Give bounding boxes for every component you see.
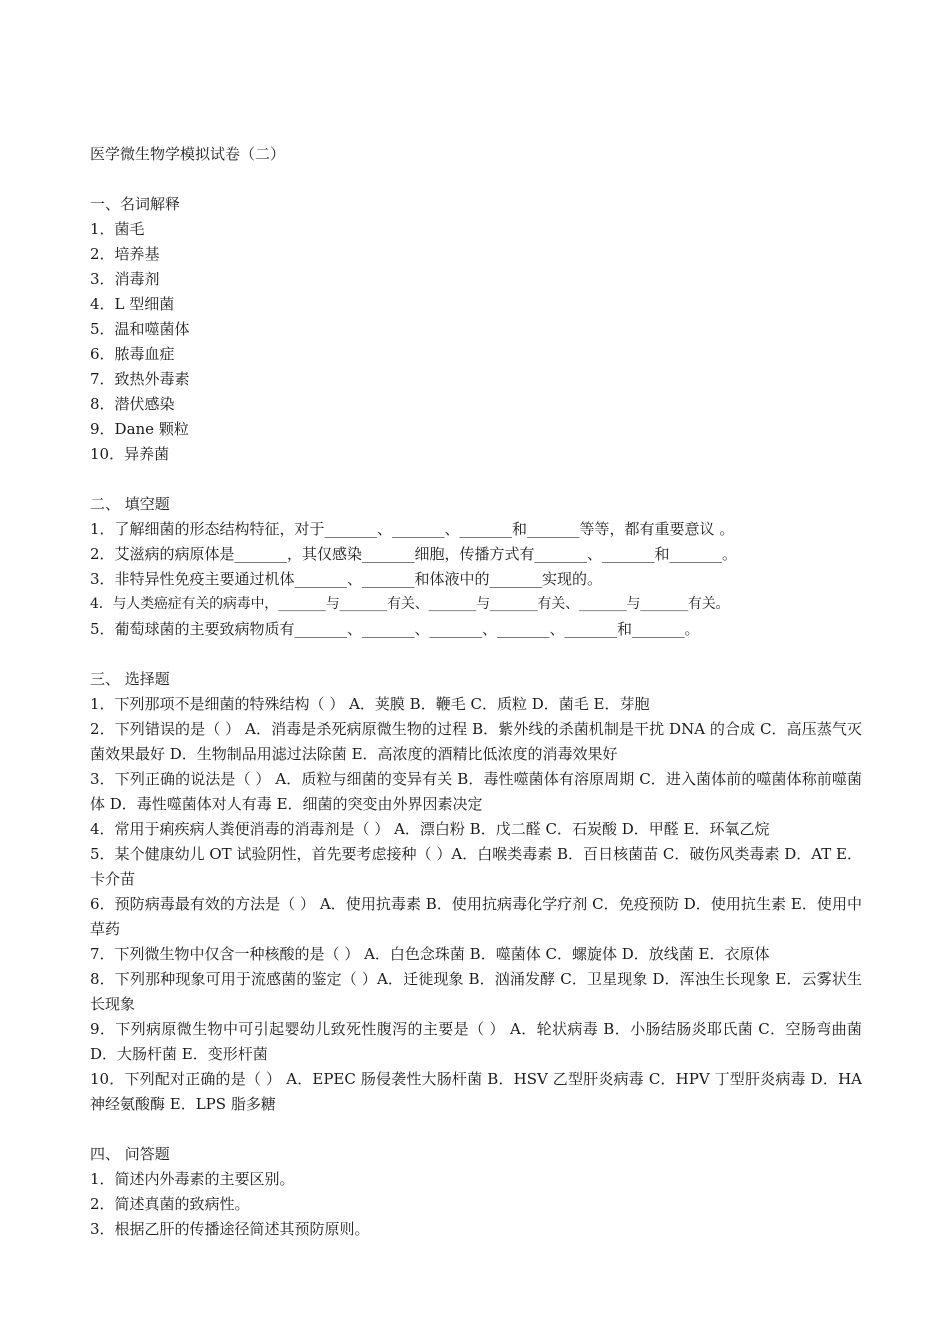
section-heading-short-answer: 四、 问答题: [90, 1145, 170, 1163]
fill-blank-item: 3．非特异性免疫主要通过机体_______、_______和体液中的_______实现的。: [90, 570, 603, 588]
fill-blank-item: 1．了解细菌的形态结构特征，对于_______、_______、_______和_______等等，都有重要意议 。: [90, 520, 735, 538]
short-answer-item: 1．简述内外毒素的主要区别。: [90, 1170, 295, 1188]
choice-question: 2．下列错误的是（ ） A．消毒是杀死病原微生物的过程 B．紫外线的杀菌机制是干扰 DNA 的合成 C．高压蒸气灭菌效果最好 D．生物制品用滤过法除菌 E．高浓度的酒精比低浓度的消毒效果好: [90, 720, 862, 763]
choice-question: 8．下列那种现象可用于流感菌的鉴定（ ）A．迁徙现象 B．汹涌发酵 C．卫星现象 D．浑浊生长现象 E．云雾状生长现象: [90, 970, 862, 1013]
choice-question: 10．下列配对正确的是（ ） A．EPEC 肠侵袭性大肠杆菌 B．HSV 乙型肝炎病毒 C．HPV 丁型肝炎病毒 D．HA 神经氨酸酶 E．LPS 脂多糖: [90, 1070, 862, 1113]
definition-item: 4．L 型细菌: [90, 295, 175, 313]
short-answer-item: 3．根据乙肝的传播途径简述其预防原则。: [90, 1220, 370, 1238]
definition-item: 9．Dane 颗粒: [90, 420, 189, 438]
choice-question: 5．某个健康幼儿 OT 试验阴性，首先要考虑接种（ ）A．白喉类毒素 B．百日核菌苗 C．破伤风类毒素 D．AT E．卡介苗: [90, 845, 862, 888]
spacer: [90, 467, 862, 492]
definition-item: 10．异养菌: [90, 445, 170, 463]
section-heading-definitions: 一、名词解释: [90, 195, 181, 213]
definition-item: 1．菌毛: [90, 220, 145, 238]
fill-blank-item: 5．葡萄球菌的主要致病物质有_______、_______、_______、_______、_______和_______。: [90, 620, 700, 638]
short-answer-item: 2．简述真菌的致病性。: [90, 1195, 250, 1213]
choice-question: 3．下列正确的说法是（ ） A．质粒与细菌的变异有关 B．毒性噬菌体有溶原周期 C．进入菌体前的噬菌体称前噬菌体 D．毒性噬菌体对人有毒 E．细菌的突变由外界因素决定: [90, 770, 862, 813]
fill-blank-item: 4．与人类癌症有关的病毒中，_______与_______有关、_______与_______有关、_______与_______有关。: [90, 596, 730, 612]
section-heading-fill-blank: 二、 填空题: [90, 495, 170, 513]
definition-item: 2．培养基: [90, 245, 160, 263]
choice-question: 7．下列微生物中仅含一种核酸的是（ ） A．白色念珠菌 B．噬菌体 C．螺旋体 D．放线菌 E．衣原体: [90, 945, 770, 963]
fill-blank-item: 2．艾滋病的病原体是_______，其仅感染_______细胞，传播方式有_______、_______和_______。: [90, 545, 738, 563]
exam-title: 医学微生物学模拟试卷（二）: [90, 145, 286, 163]
spacer: [90, 642, 862, 667]
choice-question: 6．预防病毒最有效的方法是（ ） A．使用抗毒素 B．使用抗病毒化学疗剂 C．免疫预防 D．使用抗生素 E．使用中草药: [90, 895, 862, 938]
definition-item: 5．温和噬菌体: [90, 320, 190, 338]
definition-item: 7．致热外毒素: [90, 370, 190, 388]
exam-page: [90, 142, 862, 1242]
choice-question: 4．常用于痢疾病人粪便消毒的消毒剂是（ ） A．漂白粉 B．戊二醛 C．石炭酸 D．甲醛 E．环氧乙烷: [90, 820, 770, 838]
spacer: [90, 1117, 862, 1142]
definition-item: 6．脓毒血症: [90, 345, 175, 363]
choice-question: 9．下列病原微生物中可引起婴幼儿致死性腹泻的主要是（ ） A．轮状病毒 B．小肠结肠炎耶氏菌 C．空肠弯曲菌 D．大肠杆菌 E．变形杆菌: [90, 1020, 862, 1063]
section-heading-multiple-choice: 三、 选择题: [90, 670, 170, 688]
choice-question: 1．下列那项不是细菌的特殊结构（ ） A．荚膜 B．鞭毛 C．质粒 D．菌毛 E．芽胞: [90, 695, 650, 713]
definition-item: 3．消毒剂: [90, 270, 160, 288]
spacer: [90, 167, 862, 192]
definition-item: 8．潜伏感染: [90, 395, 175, 413]
